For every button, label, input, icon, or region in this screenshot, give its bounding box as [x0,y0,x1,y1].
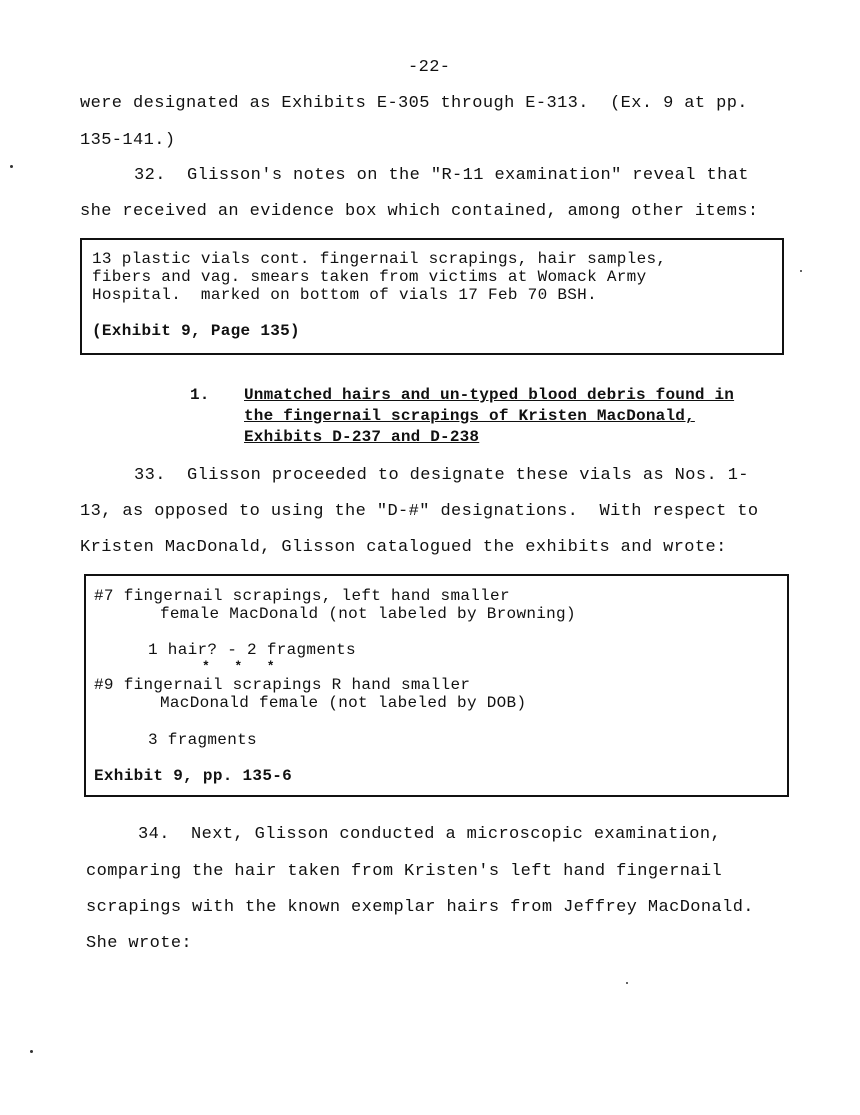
paragraph-34-line-4: She wrote: [86,934,193,953]
paragraph-33-line-1: 33. Glisson proceeded to designate these vials as Nos. 1- [134,466,749,485]
scan-speck [800,270,802,272]
section-heading-number: 1. [190,386,210,404]
paragraph-32-line-2: she received an evidence box which contained, among other items: [80,202,759,221]
section-heading-line-2: the fingernail scrapings of Kristen MacDonald, [244,407,695,425]
paragraph-31-line-2: 135-141.) [80,131,176,150]
quote-box-catalogue [84,574,789,797]
section-heading-line-3: Exhibits D-237 and D-238 [244,428,480,446]
entry-7-line-2: female MacDonald (not labeled by Browning) [160,605,576,623]
quote-box-1-line-3: Hospital. marked on bottom of vials 17 Feb 70 BSH. [92,286,597,304]
scan-speck [30,1050,33,1053]
section-heading-line-1: Unmatched hairs and un-typed blood debris found in [244,386,735,404]
paragraph-33-line-2: 13, as opposed to using the "D-#" designations. With respect to [80,502,759,521]
entry-9-line-1: #9 fingernail scrapings R hand smaller [94,676,471,694]
paragraph-31-line-1: were designated as Exhibits E-305 through E-313. (Ex. 9 at pp. [80,94,748,113]
entry-7-note: 1 hair? - 2 fragments [148,641,356,659]
quote-box-1-citation: (Exhibit 9, Page 135) [92,322,300,340]
entry-7-line-1: #7 fingernail scrapings, left hand smaller [94,587,510,605]
entry-9-line-2: MacDonald female (not labeled by DOB) [160,694,527,712]
page-number: -22- [408,58,451,77]
paragraph-34-line-2: comparing the hair taken from Kristen's left hand fingernail [86,862,723,881]
paragraph-34-line-1: 34. Next, Glisson conducted a microscopic examination, [138,825,722,844]
paragraph-33-line-3: Kristen MacDonald, Glisson catalogued the exhibits and wrote: [80,538,727,557]
quote-box-1-line-2: fibers and vag. smears taken from victims at Womack Army [92,268,647,286]
paragraph-34-line-3: scrapings with the known exemplar hairs from Jeffrey MacDonald. [86,898,754,917]
scan-speck [626,982,628,984]
ellipsis-stars: * * * [202,659,275,674]
paragraph-32-line-1: 32. Glisson's notes on the "R-11 examination" reveal that [134,166,749,185]
entry-9-note: 3 fragments [148,731,257,749]
quote-box-1-line-1: 13 plastic vials cont. fingernail scrapings, hair samples, [92,250,667,268]
quote-box-evidence-vials [80,238,784,355]
quote-box-2-citation: Exhibit 9, pp. 135-6 [94,767,293,785]
scan-speck [10,165,13,168]
